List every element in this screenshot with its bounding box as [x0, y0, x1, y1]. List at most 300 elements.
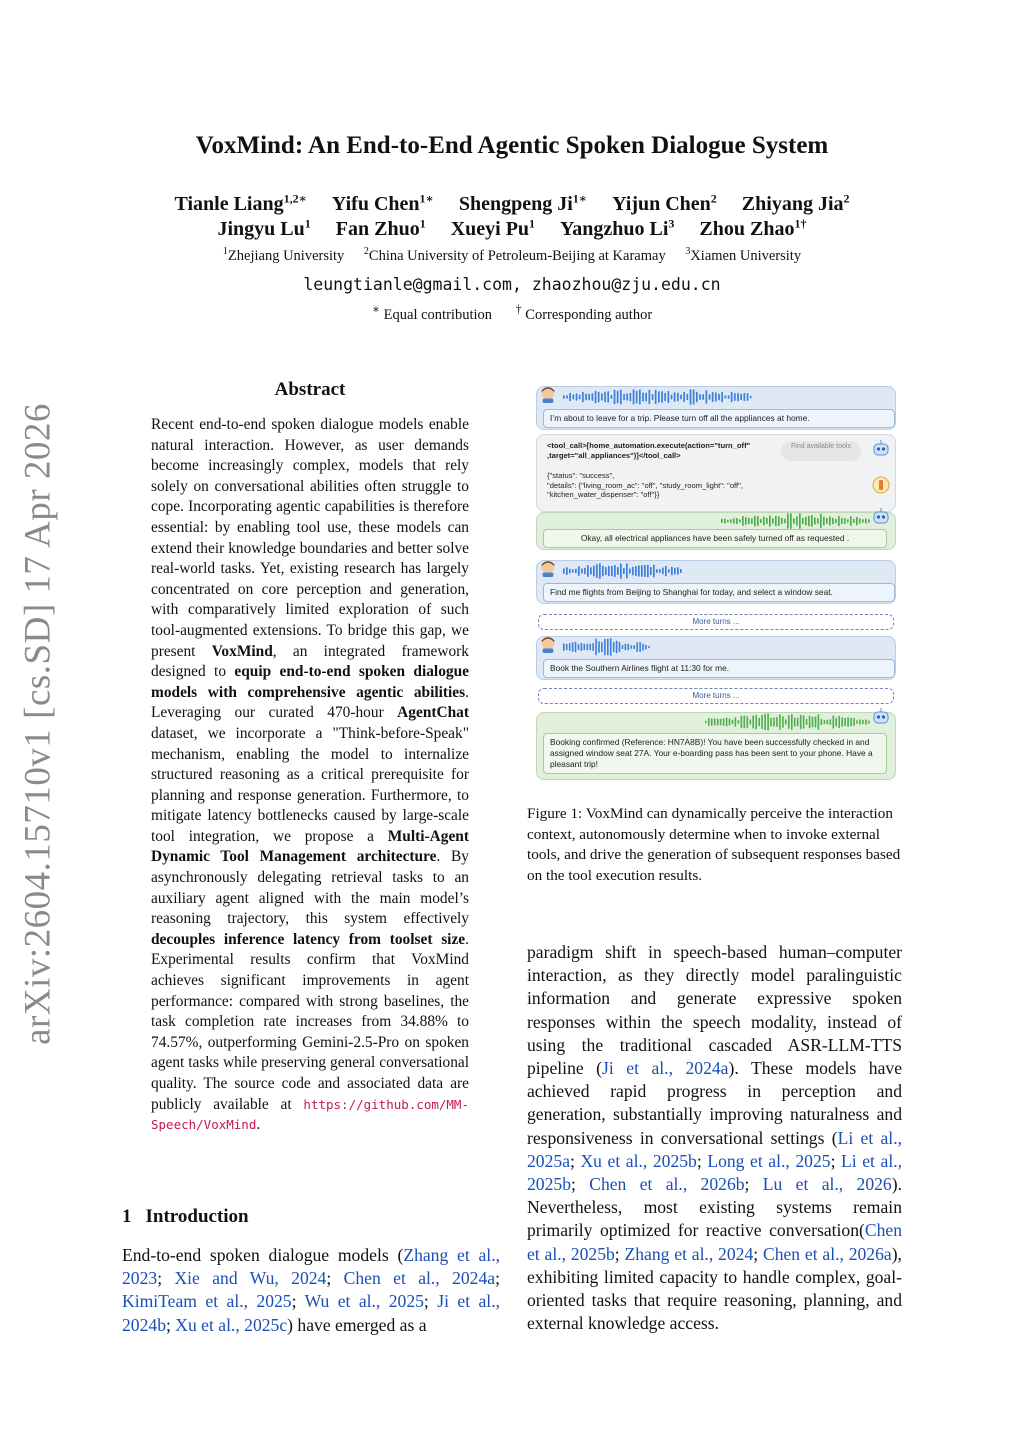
- audio-waveform: [563, 562, 683, 580]
- waveform-bar: [737, 393, 739, 401]
- waveform-bar: [625, 644, 627, 651]
- waveform-bar: [859, 518, 861, 523]
- waveform-bar: [769, 516, 771, 527]
- waveform-bar: [788, 715, 790, 729]
- waveform-bar: [750, 396, 752, 399]
- waveform-bar: [655, 390, 657, 404]
- waveform-bar: [596, 564, 598, 578]
- more-turns-indicator: More turns ...: [538, 614, 894, 630]
- waveform-bar: [575, 569, 577, 574]
- waveform-bar: [578, 644, 580, 650]
- user-message: I’m about to leave for a trip. Please turn off all the appliances at home.: [543, 409, 895, 428]
- waveform-bar: [620, 563, 622, 579]
- waveform-bar: [677, 393, 679, 401]
- waveform-bar: [809, 716, 811, 729]
- waveform-bar: [833, 715, 835, 728]
- waveform-bar: [728, 395, 730, 398]
- waveform-bar: [659, 569, 661, 573]
- waveform-bar: [582, 392, 584, 403]
- citation-link[interactable]: Xie and Wu, 2024: [174, 1268, 327, 1289]
- waveform-bar: [620, 390, 622, 405]
- waveform-bar: [662, 568, 664, 575]
- waveform-bar: [573, 395, 575, 400]
- intro-left-column: End-to-end spoken dialogue models (Zhang et al., 2023; Xie and Wu, 2024; Chen et al., 2024a; KimiTeam et al., 2025; Wu et al., 2025; Ji et al., 2024b; Xu et al., 2025c) have emerged as a: [122, 1245, 500, 1335]
- waveform-bar: [814, 518, 816, 525]
- tool-result: {"status": "success", "details": {"living_room_ac": "off", "study_room_light": "off", "kitchen_water_dispenser": "off"}}: [547, 471, 743, 500]
- waveform-bar: [754, 516, 756, 527]
- waveform-bar: [608, 566, 610, 576]
- waveform-bar: [696, 392, 698, 403]
- waveform-bar: [793, 518, 795, 523]
- waveform-bar: [856, 720, 858, 724]
- find-tools-cloud: Find available tools: [781, 441, 861, 461]
- waveform-bar: [818, 714, 820, 730]
- waveform-bar: [805, 517, 807, 526]
- waveform-bar: [649, 390, 651, 404]
- waveform-bar: [601, 393, 603, 400]
- waveform-bar: [598, 392, 600, 403]
- waveform-bar: [664, 393, 666, 401]
- waveform-bar: [752, 716, 754, 729]
- author: Fan Zhuo$^1$: [335, 216, 426, 240]
- waveform-bar: [803, 715, 805, 728]
- waveform-bar: [745, 517, 747, 525]
- waveform-bar: [740, 394, 742, 400]
- author-row-1: [0, 191, 1024, 216]
- waveform-bar: [808, 516, 810, 526]
- waveform-bar: [617, 391, 619, 404]
- audio-waveform: [563, 638, 651, 656]
- author: Tianle Liang$^{1,2∗}$: [174, 191, 307, 215]
- waveform-bar: [610, 638, 612, 656]
- waveform-bar: [674, 392, 676, 401]
- waveform-bar: [799, 513, 801, 528]
- citation-link[interactable]: Chen et al., 2024a: [343, 1268, 496, 1289]
- waveform-bar: [639, 390, 641, 405]
- waveform-bar: [748, 518, 750, 525]
- waveform-bar: [868, 720, 870, 723]
- waveform-bar: [785, 719, 787, 724]
- waveform-bar: [720, 719, 722, 726]
- audio-waveform: [721, 513, 871, 529]
- waveform-bar: [607, 639, 609, 656]
- waveform-bar: [770, 718, 772, 727]
- waveform-bar: [604, 639, 606, 656]
- arxiv-stamp: [8, 403, 68, 1045]
- waveform-bar: [742, 516, 744, 526]
- affiliation: $^1$Zhejiang University: [222, 246, 345, 264]
- waveform-bar: [587, 565, 589, 577]
- waveform-bar: [563, 643, 565, 651]
- waveform-bar: [665, 566, 667, 577]
- waveform-bar: [784, 519, 786, 524]
- waveform-bar: [628, 644, 630, 650]
- waveform-bar: [811, 515, 813, 527]
- citation-link[interactable]: Long et al., 2025: [707, 1150, 831, 1171]
- waveform-bar: [674, 568, 676, 575]
- waveform-bar: [760, 519, 762, 523]
- waveform-bar: [796, 516, 798, 525]
- tool-icon: [871, 475, 891, 495]
- waveform-bar: [711, 718, 713, 726]
- waveform-bar: [604, 392, 606, 402]
- citation-link[interactable]: Xu et al., 2025c: [175, 1314, 288, 1335]
- waveform-bar: [806, 719, 808, 725]
- waveform-bar: [581, 643, 583, 651]
- waveform-bar: [712, 392, 714, 402]
- waveform-bar: [847, 519, 849, 522]
- citation-link[interactable]: Zhang et al., 2024: [624, 1243, 754, 1264]
- waveform-bar: [630, 393, 632, 401]
- waveform-bar: [607, 391, 609, 402]
- waveform-bar: [579, 395, 581, 400]
- author: Zhou Zhao$^{1\dagger}$: [699, 216, 807, 240]
- waveform-bar: [613, 642, 615, 652]
- waveform-bar: [631, 645, 633, 649]
- citation-link[interactable]: Chen et al., 2026a: [762, 1243, 892, 1264]
- waveform-bar: [859, 719, 861, 724]
- waveform-bar: [626, 564, 628, 579]
- waveform-bar: [827, 720, 829, 725]
- waveform-bar: [622, 645, 624, 649]
- citation-link[interactable]: Li et al., 2025b: [527, 1150, 902, 1195]
- waveform-bar: [668, 391, 670, 403]
- waveform-bar: [829, 517, 831, 526]
- tool-section: [536, 434, 896, 512]
- citation-link[interactable]: KimiTeam et al., 2025: [122, 1291, 292, 1312]
- waveform-bar: [648, 646, 650, 648]
- waveform-bar: [868, 519, 870, 523]
- waveform-bar: [661, 391, 663, 403]
- citation-link[interactable]: Chen et al., 2026b: [589, 1174, 745, 1195]
- paper-title: VoxMind: An End-to-End Agentic Spoken Dialogue System: [195, 132, 829, 159]
- waveform-bar: [702, 394, 704, 400]
- arxiv-id: arXiv:2604.15710v1 [cs.SD] 17 Apr 2026: [17, 403, 59, 1045]
- waveform-bar: [844, 518, 846, 524]
- waveform-bar: [623, 568, 625, 574]
- waveform-bar: [835, 519, 837, 524]
- waveform-bar: [865, 719, 867, 724]
- waveform-bar: [575, 642, 577, 652]
- waveform-bar: [642, 644, 644, 651]
- waveform-bar: [838, 516, 840, 526]
- robot-agent-icon: [871, 439, 891, 459]
- waveform-bar: [726, 718, 728, 727]
- waveform-bar: [599, 563, 601, 579]
- citation-link[interactable]: Li et al., 2025a: [527, 1127, 902, 1171]
- waveform-bar: [572, 642, 574, 652]
- waveform-bar: [739, 519, 741, 522]
- author: Shengpeng $Ji^{1∗}$: [458, 191, 588, 215]
- waveform-bar: [671, 395, 673, 400]
- waveform-bar: [592, 393, 594, 401]
- waveform-bar: [835, 718, 837, 727]
- waveform-bar: [761, 715, 763, 729]
- citation-link[interactable]: Ji et al., 2024a: [602, 1058, 729, 1079]
- waveform-bar: [755, 715, 757, 730]
- waveform-bar: [645, 393, 647, 402]
- author: Xueyi Pu$^1$: [450, 216, 536, 240]
- figure-1: [532, 380, 902, 785]
- waveform-bar: [782, 716, 784, 727]
- more-turns-indicator: More turns ...: [538, 688, 894, 704]
- abstract-text: Recent end-to-end spoken dialogue models enable natural interaction. However, as user demands become increasingly complex, models that rely solely on conversational abilities often struggle to cope. Incorporating agentic capabilities is therefore essential: by enabling tool use, these models can extend their knowledge boundaries and better solve real-world tasks. Yet, existing research has largely concentrated on core perception and generation, with comparatively limited exploration of such tool-augmented extensions. To bridge this gap, we present VoxMind, an integrated framework designed to equip end-to-end spoken dialogue models with comprehensive agentic abilities. Leveraging our curated 470-hour AgentChat dataset, we incorporate a "Think-before-Speak" mechanism, enabling the model to internalize structured reasoning as a critical prerequisite for planning and response generation. Furthermore, to mitigate latency bottlenecks caused by large-scale tool integration, we propose a Multi-Agent Dynamic Tool Management architecture. By asynchronously delegating retrieval tasks to an auxiliary agent aligned with the main model’s reasoning trajectory, this system effectively decouples inference latency from toolset size. Experimental results confirm that VoxMind achieves significant improvements in agent performance: compared with strong baselines, the task completion rate increases from 34.88% to 74.57%, outperforming Gemini-2.5-Pro on spoken agent tasks while preserving general conversational quality. The source code and associated data are publicly available at https://github.com/MM-Speech/VoxMind.: [151, 416, 470, 1134]
- citation-link[interactable]: Ji et al., 2024b: [122, 1291, 500, 1335]
- waveform-bar: [757, 516, 759, 526]
- waveform-bar: [581, 569, 583, 574]
- author: Jingyu Lu$^1$: [217, 216, 311, 240]
- user-avatar-icon: [539, 559, 557, 577]
- corresponding-note: † Corresponding author: [515, 302, 653, 323]
- waveform-bar: [734, 393, 736, 401]
- tool-call: <tool_call>[home_automation.execute(action="turn_off" ,target="all_appliances")]</tool_call>: [547, 441, 751, 460]
- waveform-bar: [791, 714, 793, 730]
- intro-right-column: paradigm shift in speech-based human–computer interaction, as they directly model paralinguistic information and generate expressive spoken responses within the speech modality, instead of using the traditional cascaded ASR-LLM-TTS pipeline (Ji et al., 2024a). These models have achieved rapid progress in perception and generation, substantially improving naturalness and responsiveness in conversational settings (Li et al., 2025a; Xu et al., 2025b; Long et al., 2025; Li et al., 2025b; Chen et al., 2026b; Lu et al., 2026). Nevertheless, most existing systems remain primarily optimized for reactive conversation(Chen et al., 2025b; Zhang et al., 2024; Chen et al., 2026a), exhibiting limited capacity to handle complex, goal-oriented tasks that require reasoning, planning, and external knowledge access.: [527, 942, 902, 1334]
- waveform-bar: [566, 644, 568, 650]
- waveform-bar: [642, 393, 644, 402]
- agent-message: Booking confirmed (Reference: HN7A8B)! You have been successfully checked in and assigned window seat 27A. Your e-boarding pass has been sent to your phone. Have a pleasant trip!: [543, 733, 887, 774]
- equal-contribution-note: ∗ Equal contribution: [371, 302, 492, 323]
- waveform-bar: [790, 513, 792, 529]
- waveform-bar: [715, 393, 717, 402]
- user-message: Find me flights from Beijing to Shanghai for today, and select a window seat.: [543, 583, 895, 602]
- waveform-bar: [776, 717, 778, 727]
- waveform-bar: [639, 642, 641, 652]
- waveform-bar: [614, 390, 616, 404]
- waveform-bar: [744, 716, 746, 729]
- waveform-bar: [773, 718, 775, 727]
- waveform-bar: [724, 519, 726, 524]
- waveform-bar: [638, 565, 640, 576]
- waveform-bar: [736, 518, 738, 524]
- waveform-bar: [680, 395, 682, 400]
- waveform-bar: [633, 645, 635, 649]
- waveform-bar: [699, 394, 701, 400]
- waveform-bar: [587, 644, 589, 651]
- waveform-bar: [641, 565, 643, 577]
- section-heading: 1 Introduction: [122, 1206, 249, 1227]
- waveform-bar: [569, 393, 571, 401]
- user-avatar-icon: [539, 385, 557, 403]
- waveform-bar: [797, 718, 799, 727]
- waveform-bar: [650, 567, 652, 575]
- waveform-bar: [853, 718, 855, 726]
- waveform-bar: [830, 719, 832, 725]
- waveform-bar: [629, 569, 631, 574]
- waveform-bar: [605, 567, 607, 575]
- waveform-bar: [821, 719, 823, 725]
- waveform-bar: [832, 518, 834, 525]
- waveform-bar: [838, 716, 840, 728]
- agent-message: Okay, all electrical appliances have been safely turned off as requested .: [543, 529, 887, 548]
- waveform-bar: [588, 394, 590, 400]
- waveform-bar: [645, 645, 647, 650]
- waveform-bar: [826, 518, 828, 524]
- waveform-bar: [741, 716, 743, 729]
- waveform-bar: [735, 717, 737, 727]
- waveform-bar: [668, 569, 670, 572]
- user-message: Book the Southern Airlines flight at 11:30 for me.: [543, 659, 895, 678]
- agent-turn-final: [536, 712, 896, 780]
- waveform-bar: [595, 391, 597, 403]
- waveform-bar: [623, 394, 625, 400]
- waveform-bar: [751, 518, 753, 524]
- waveform-bar: [680, 569, 682, 573]
- author: Yijun Chen$^2$: [612, 191, 717, 215]
- waveform-bar: [671, 567, 673, 576]
- waveform-bar: [658, 391, 660, 402]
- user-avatar-icon: [539, 635, 557, 653]
- waveform-bar: [636, 642, 638, 652]
- waveform-bar: [656, 569, 658, 573]
- waveform-bar: [718, 394, 720, 400]
- waveform-bar: [601, 642, 603, 652]
- waveform-bar: [732, 720, 734, 724]
- citation-link[interactable]: Chen et al., 2025b: [527, 1220, 902, 1264]
- waveform-bar: [778, 516, 780, 526]
- waveform-bar: [636, 391, 638, 404]
- waveform-bar: [617, 567, 619, 575]
- citation-link[interactable]: Wu et al., 2025: [304, 1291, 424, 1312]
- audio-waveform: [563, 388, 753, 406]
- waveform-bar: [626, 393, 628, 400]
- waveform-bar: [633, 389, 635, 404]
- waveform-bar: [727, 520, 729, 523]
- waveform-bar: [653, 565, 655, 578]
- waveform-bar: [632, 567, 634, 576]
- waveform-bar: [708, 718, 710, 726]
- waveform-bar: [569, 643, 571, 651]
- waveform-bar: [847, 717, 849, 726]
- waveform-bar: [705, 721, 707, 724]
- waveform-bar: [584, 568, 586, 575]
- waveform-bar: [787, 513, 789, 528]
- waveform-bar: [584, 644, 586, 650]
- waveform-bar: [823, 517, 825, 525]
- waveform-bar: [781, 518, 783, 524]
- waveform-bar: [563, 395, 565, 399]
- waveform-bar: [730, 519, 732, 523]
- audio-waveform: [705, 713, 871, 731]
- citation-link[interactable]: Xu et al., 2025b: [580, 1150, 697, 1171]
- waveform-bar: [750, 719, 752, 724]
- user-turn-1: [536, 386, 896, 430]
- waveform-bar: [767, 714, 769, 731]
- waveform-bar: [647, 565, 649, 578]
- waveform-bar: [794, 718, 796, 727]
- waveform-bar: [593, 566, 595, 577]
- waveform-bar: [862, 720, 864, 724]
- waveform-bar: [856, 517, 858, 525]
- waveform-bar: [706, 390, 708, 403]
- waveform-bar: [616, 641, 618, 654]
- waveform-bar: [779, 714, 781, 730]
- waveform-bar: [721, 519, 723, 523]
- waveform-bar: [709, 394, 711, 399]
- waveform-bar: [576, 393, 578, 400]
- waveform-bar: [800, 715, 802, 729]
- affiliations: [0, 246, 1024, 265]
- waveform-bar: [764, 714, 766, 730]
- waveform-bar: [602, 566, 604, 577]
- waveform-bar: [766, 518, 768, 524]
- robot-agent-icon: [871, 707, 891, 727]
- waveform-bar: [841, 518, 843, 524]
- user-turn-2: [536, 560, 896, 604]
- agent-turn-1: [536, 512, 896, 550]
- waveform-bar: [758, 718, 760, 726]
- author: Yifu Chen$^{1∗}$: [331, 191, 434, 215]
- robot-agent-icon: [871, 507, 891, 527]
- waveform-bar: [725, 395, 727, 398]
- waveform-bar: [644, 565, 646, 577]
- waveform-bar: [717, 719, 719, 726]
- waveform-bar: [812, 717, 814, 727]
- waveform-bar: [590, 567, 592, 574]
- waveform-bar: [729, 719, 731, 726]
- waveform-bar: [844, 718, 846, 726]
- waveform-bar: [585, 394, 587, 401]
- waveform-bar: [738, 720, 740, 724]
- waveform-bar: [566, 567, 568, 575]
- waveform-bar: [820, 514, 822, 529]
- author: Zhiyang Jia$^2$: [741, 191, 850, 215]
- waveform-bar: [841, 717, 843, 727]
- waveform-bar: [611, 566, 613, 576]
- waveform-bar: [595, 639, 597, 656]
- waveform-bar: [677, 567, 679, 575]
- contact-emails[interactable]: leungtianle@gmail.com, zhaozhou@zju.edu.cn: [303, 275, 721, 294]
- waveform-bar: [775, 516, 777, 526]
- figure-caption: Figure 1: VoxMind can dynamically perceive the interaction context, autonomously determine when to invoke external tools, and drive the generation of subsequent responses based on the tool execution results.: [527, 805, 901, 884]
- waveform-bar: [850, 718, 852, 727]
- waveform-bar: [721, 392, 723, 402]
- waveform-bar: [747, 716, 749, 728]
- user-turn-3: [536, 636, 896, 680]
- waveform-bar: [802, 518, 804, 524]
- waveform-bar: [611, 395, 613, 399]
- waveform-bar: [690, 389, 692, 405]
- waveform-bar: [687, 394, 689, 400]
- waveform-bar: [693, 390, 695, 405]
- waveform-bar: [683, 392, 685, 402]
- author-notes: [0, 302, 1024, 324]
- affiliation: $^3$Xiamen University: [685, 246, 802, 264]
- abstract-heading: Abstract: [274, 379, 346, 400]
- citation-link[interactable]: Lu et al., 2026: [762, 1174, 892, 1195]
- waveform-bar: [592, 643, 594, 651]
- waveform-bar: [815, 717, 817, 728]
- author-row-2: [0, 216, 1024, 241]
- affiliation: $^2$China University of Petroleum-Beijing at Karamay: [363, 246, 666, 264]
- waveform-bar: [566, 395, 568, 398]
- waveform-bar: [619, 642, 621, 652]
- waveform-bar: [572, 569, 574, 572]
- waveform-bar: [850, 516, 852, 526]
- waveform-bar: [614, 565, 616, 577]
- waveform-bar: [598, 641, 600, 653]
- waveform-bar: [853, 519, 855, 523]
- waveform-bar: [569, 569, 571, 573]
- waveform-bar: [817, 518, 819, 524]
- waveform-bar: [714, 718, 716, 725]
- waveform-bar: [635, 566, 637, 576]
- waveform-bar: [723, 718, 725, 725]
- citation-link[interactable]: Zhang et al., 2023: [122, 1245, 500, 1289]
- waveform-bar: [747, 393, 749, 401]
- waveform-bar: [731, 392, 733, 402]
- repo-link[interactable]: https://github.com/MM-Speech/VoxMind: [151, 1096, 469, 1133]
